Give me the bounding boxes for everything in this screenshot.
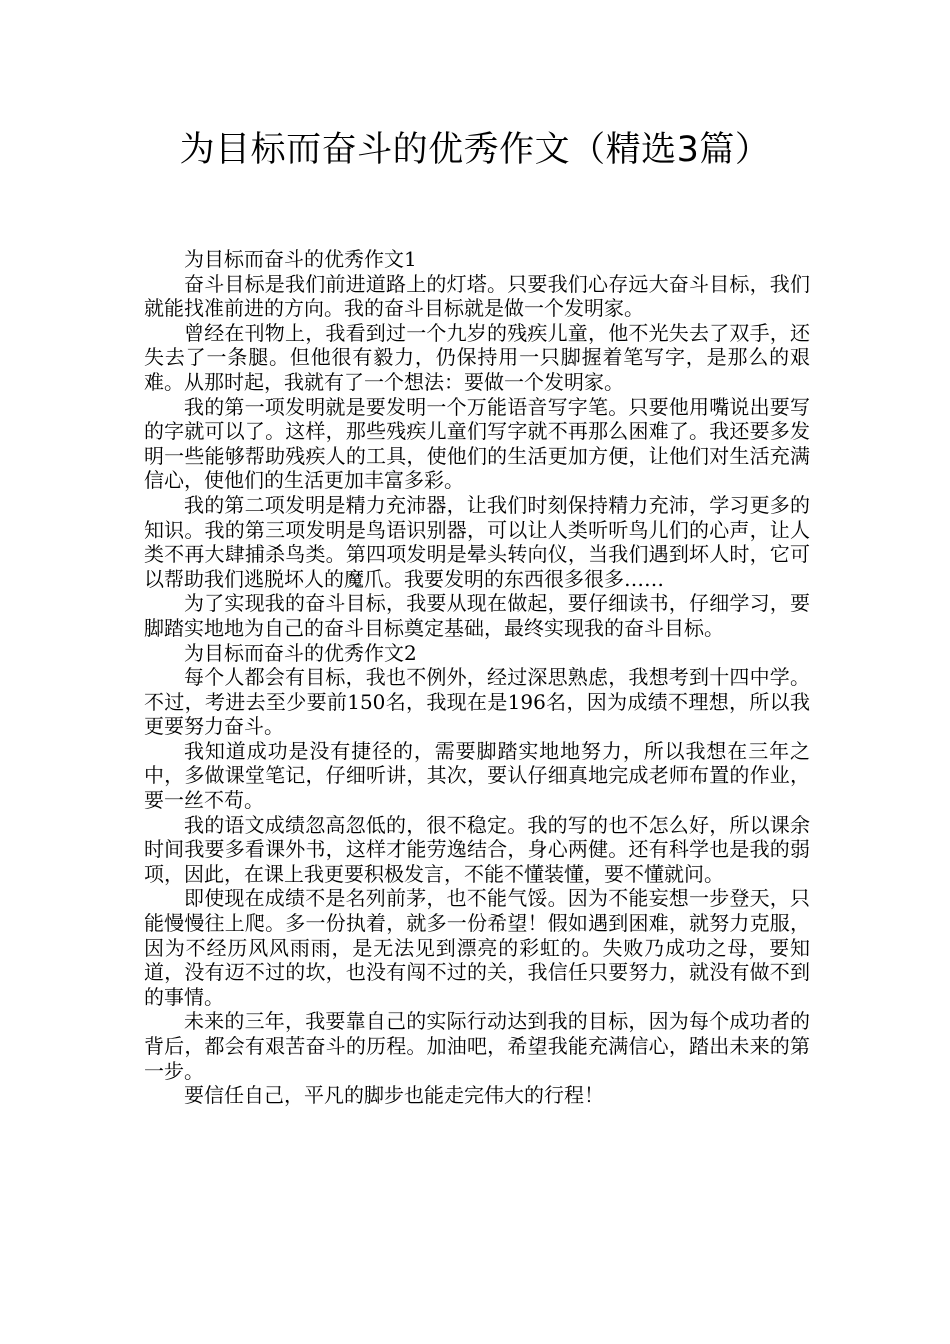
paragraph: 我知道成功是没有捷径的，需要脚踏实地地努力，所以我想在三年之中，多做课堂笔记，仔细听讲，其次，要认仔细真地完成老师布置的作业，要一丝不苟。 [144, 738, 810, 813]
paragraph: 要信任自己，平凡的脚步也能走完伟大的行程！ [184, 1083, 604, 1108]
paragraph: 未来的三年，我要靠自己的实际行动达到我的目标，因为每个成功者的背后，都会有艰苦奋斗的历程。加油吧，希望我能充满信心，踏出未来的第一步。 [144, 1009, 810, 1083]
paragraph: 即使现在成绩不是名列前茅，也不能气馁。因为不能妄想一步登天，只能慢慢往上爬。多一份执着，就多一份希望！假如遇到困难，就努力克服，因为不经历风风雨雨，是无法见到漂亮的彩虹的。失败乃成功之母，要知道，没有迈不过的坎，也没有闯不过的关，我信任只要努力，就没有做不到的事情。 [144, 886, 810, 1009]
paragraph: 我的第二项发明是精力充沛器，让我们时刻保持精力充沛，学习更多的知识。我的第三项发明是鸟语识别器，可以让人类听听鸟儿们的心声，让人类不再大肆捕杀鸟类。第四项发明是晕头转向仪，当我们遇到坏人时，它可以帮助我们逃脱坏人的魔爪。我要发明的东西很多很多…… [144, 492, 810, 591]
paragraph: 奋斗目标是我们前进道路上的灯塔。只要我们心存远大奋斗目标，我们就能找准前进的方向。我的奋斗目标就是做一个发明家。 [144, 271, 810, 321]
paragraph: 每个人都会有目标，我也不例外，经过深思熟虑，我想考到十四中学。不过，考进去至少要前150名，我现在是196名，因为成绩不理想，所以我更要努力奋斗。 [144, 665, 810, 739]
paragraph: 曾经在刊物上，我看到过一个九岁的残疾儿童，他不光失去了双手，还失去了一条腿。但他很有毅力，仍保持用一只脚握着笔写字，是那么的艰难。从那时起，我就有了一个想法：要做一个发明家。 [144, 320, 810, 394]
essay-heading-1: 为目标而奋斗的优秀作文1 [184, 247, 417, 271]
essay-heading-2: 为目标而奋斗的优秀作文2 [184, 640, 417, 665]
document-title: 为目标而奋斗的优秀作文（精选3篇） [179, 130, 771, 170]
paragraph: 我的语文成绩忽高忽低的，很不稳定。我的写的也不怎么好，所以课余时间我要多看课外书，这样才能劳逸结合，身心两健。还有科学也是我的弱项，因此，在课上我更要积极发言，不能不懂装懂，要不懂就问。 [144, 812, 810, 886]
document-body [144, 247, 810, 1108]
paragraph: 我的第一项发明就是要发明一个万能语音写字笔。只要他用嘴说出要写的字就可以了。这样，那些残疾儿童们写字就不再那么困难了。我还要多发明一些能够帮助残疾人的工具，使他们的生活更加方便，让他们对生活充满信心，使他们的生活更加丰富多彩。 [144, 394, 810, 493]
paragraph: 为了实现我的奋斗目标，我要从现在做起，要仔细读书，仔细学习，要脚踏实地地为自己的奋斗目标奠定基础，最终实现我的奋斗目标。 [144, 591, 810, 640]
